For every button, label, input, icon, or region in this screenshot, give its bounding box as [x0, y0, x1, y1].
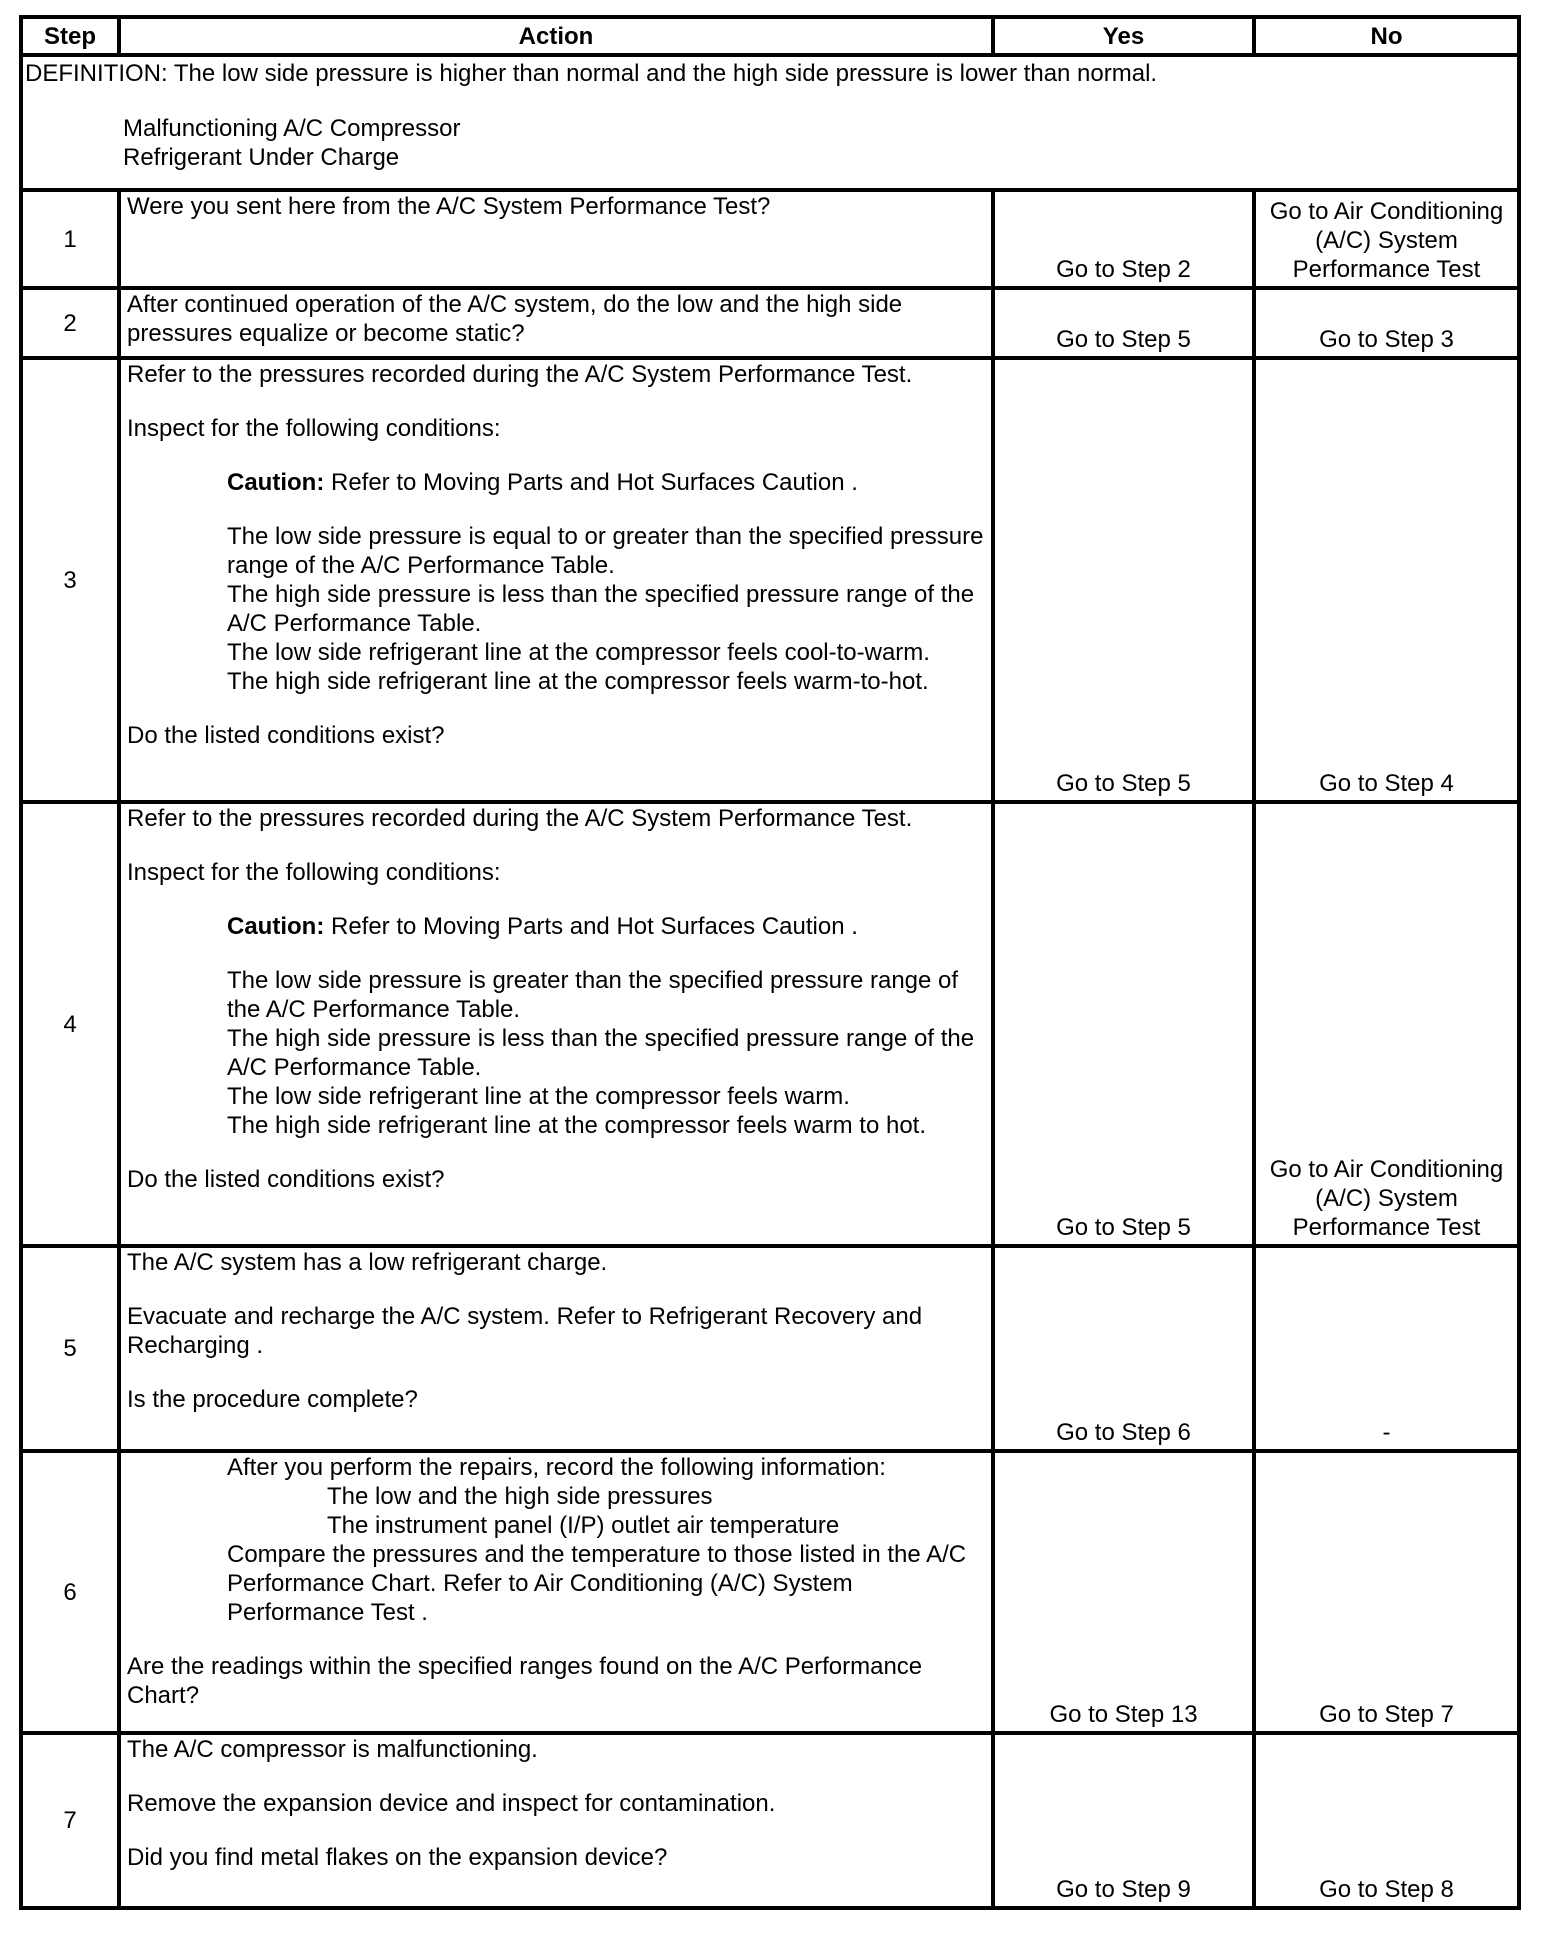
action-question: Are the readings within the specified ranges found on the A/C Performance Chart? [127, 1653, 923, 1709]
step-number: 4 [21, 802, 119, 1246]
definition-text: DEFINITION: The low side pressure is higher than normal and the high side pressure is lower than normal. [25, 60, 1158, 87]
step-number: 6 [21, 1451, 119, 1733]
condition-item: The high side refrigerant line at the compressor feels warm-to-hot. [227, 668, 929, 695]
yes-result: Go to Step 13 [993, 1451, 1254, 1733]
condition-item: The low side pressure is equal to or greater than the specified pressure range of the A/C Performance Table. [227, 523, 984, 579]
header-row [21, 17, 1519, 55]
action-inspect: Inspect for the following conditions: [127, 415, 501, 442]
action-text: Evacuate and recharge the A/C system. Refer to Refrigerant Recovery and Recharging . [127, 1303, 923, 1359]
action-text: Remove the expansion device and inspect for contamination. [127, 1790, 776, 1817]
action-question: Did you find metal flakes on the expansion device? [127, 1844, 668, 1871]
action-text: After continued operation of the A/C system, do the low and the high side pressures equalize or become static? [127, 291, 903, 347]
action-text: Were you sent here from the A/C System Performance Test? [127, 193, 771, 220]
step-number: 5 [21, 1246, 119, 1451]
step-action [119, 1451, 993, 1733]
caution-label: Caution: [227, 469, 325, 496]
action-question: Do the listed conditions exist? [127, 722, 445, 749]
caution-note [127, 912, 985, 941]
action-text: The A/C compressor is malfunctioning. [127, 1736, 538, 1763]
diagnostic-table [19, 15, 1521, 1910]
table-row [21, 190, 1519, 288]
no-result: Go to Step 3 [1254, 288, 1519, 358]
yes-result: Go to Step 9 [993, 1733, 1254, 1908]
action-question: Is the procedure complete? [127, 1386, 418, 1413]
caution-label: Caution: [227, 913, 325, 940]
caution-note [127, 468, 985, 497]
record-instruction: After you perform the repairs, record the following information: [227, 1454, 886, 1481]
caution-text: Refer to Moving Parts and Hot Surfaces Caution . [324, 913, 858, 940]
no-result: - [1254, 1246, 1519, 1451]
action-question: Do the listed conditions exist? [127, 1166, 445, 1193]
header-action: Action [119, 17, 993, 55]
definition-row [21, 55, 1519, 190]
condition-item: The high side refrigerant line at the compressor feels warm to hot. [227, 1112, 926, 1139]
record-item: The low and the high side pressures [327, 1483, 713, 1510]
yes-result: Go to Step 5 [993, 358, 1254, 802]
condition-item: The low side pressure is greater than the specified pressure range of the A/C Performance Table. [227, 967, 959, 1023]
yes-result: Go to Step 5 [993, 802, 1254, 1246]
step-number: 7 [21, 1733, 119, 1908]
no-result: Go to Step 8 [1254, 1733, 1519, 1908]
condition-item: The low side refrigerant line at the compressor feels warm. [227, 1083, 850, 1110]
no-result: Go to Air Conditioning (A/C) System Performance Test [1254, 802, 1519, 1246]
action-inspect: Inspect for the following conditions: [127, 859, 501, 886]
action-text: The A/C system has a low refrigerant charge. [127, 1249, 608, 1276]
record-item: The instrument panel (I/P) outlet air temperature [327, 1512, 840, 1539]
table-row [21, 1733, 1519, 1908]
condition-item: The low side refrigerant line at the compressor feels cool-to-warm. [227, 639, 930, 666]
condition-item: The high side pressure is less than the specified pressure range of the A/C Performance Table. [227, 1025, 975, 1081]
step-number: 1 [21, 190, 119, 288]
compare-instruction: Compare the pressures and the temperature to those listed in the A/C Performance Chart. Refer to Air Conditioning (A/C) System Performance Test . [227, 1541, 967, 1626]
yes-result: Go to Step 2 [993, 190, 1254, 288]
step-action [119, 190, 993, 288]
definition-cause: Malfunctioning A/C Compressor [123, 115, 461, 142]
step-action [119, 802, 993, 1246]
action-intro: Refer to the pressures recorded during the A/C System Performance Test. [127, 805, 913, 832]
step-number: 2 [21, 288, 119, 358]
step-action [119, 1246, 993, 1451]
no-result: Go to Air Conditioning (A/C) System Performance Test [1254, 190, 1519, 288]
header-step: Step [21, 17, 119, 55]
definition-cause: Refrigerant Under Charge [123, 144, 400, 171]
no-result: Go to Step 4 [1254, 358, 1519, 802]
table-row [21, 1246, 1519, 1451]
table-row [21, 358, 1519, 802]
definition-cell [21, 55, 1519, 190]
step-action [119, 358, 993, 802]
step-action [119, 1733, 993, 1908]
header-yes: Yes [993, 17, 1254, 55]
action-intro: Refer to the pressures recorded during the A/C System Performance Test. [127, 361, 913, 388]
header-no: No [1254, 17, 1519, 55]
caution-text: Refer to Moving Parts and Hot Surfaces Caution . [324, 469, 858, 496]
yes-result: Go to Step 6 [993, 1246, 1254, 1451]
condition-item: The high side pressure is less than the specified pressure range of the A/C Performance Table. [227, 581, 975, 637]
step-number: 3 [21, 358, 119, 802]
no-result: Go to Step 7 [1254, 1451, 1519, 1733]
table-row [21, 802, 1519, 1246]
table-row [21, 1451, 1519, 1733]
step-action [119, 288, 993, 358]
table-row [21, 288, 1519, 358]
yes-result: Go to Step 5 [993, 288, 1254, 358]
